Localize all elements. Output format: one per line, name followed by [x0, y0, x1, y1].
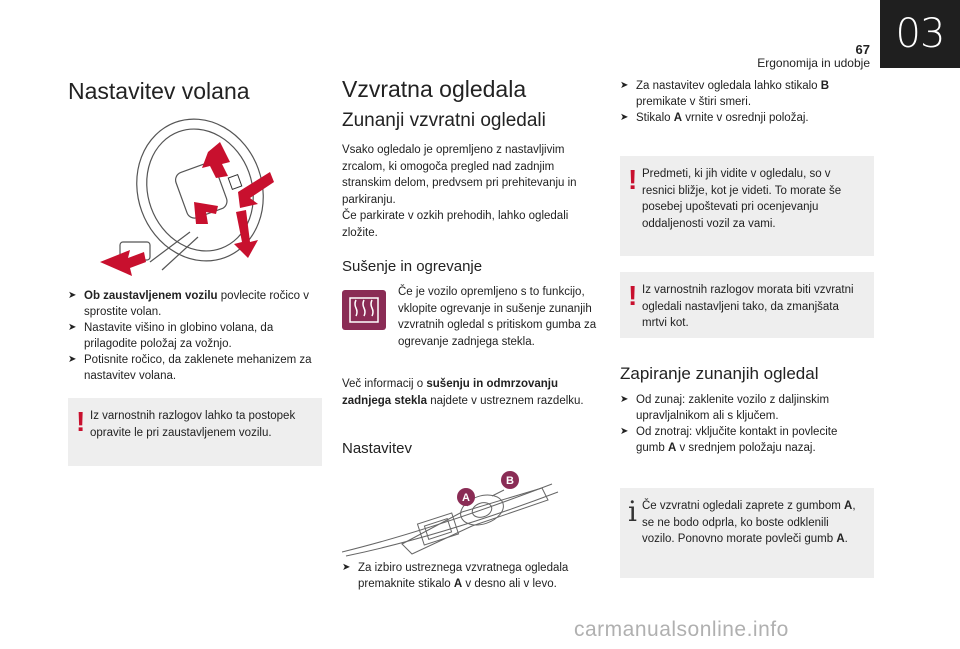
list-item: ➤ Za izbiro ustreznega vzvratnega ogledala premaknite stikalo A v desno ali v levo.	[342, 562, 569, 590]
list-item: ➤ Stikalo A vrnite v osrednji položaj.	[620, 112, 809, 124]
mirror-switch-illustration	[342, 470, 562, 558]
fold-title: Zapiranje zunanjih ogledal	[620, 364, 819, 383]
warning-note-blind-spot: ! Iz varnostnih razlogov morata biti vzvratni ogledali nastavljeni tako, da zmanjšata mrtvi kot.	[620, 272, 874, 338]
list-item: ➤ Od znotraj: vključite kontakt in povlecite gumb A v srednjem položaju nazaj.	[620, 426, 838, 454]
adjust-steps	[342, 560, 598, 592]
steering-wheel-illustration	[90, 112, 330, 282]
adjust-title: Nastavitev	[342, 440, 413, 457]
list-item: ➤ Od zunaj: zaklenite vozilo z daljinskim upravljalnikom ali s ključem.	[620, 394, 830, 422]
list-item: ➤ Nastavite višino in globino volana, da prilagodite položaj za vožnjo.	[68, 322, 274, 350]
list-item: ➤ Potisnite ročico, da zaklenete mehanizem za nastavitev volana.	[68, 354, 312, 382]
warning-note: ! Iz varnostnih razlogov lahko ta postopek opravite le pri zaustavljenem vozilu.	[68, 398, 322, 466]
warning-icon: !	[628, 280, 638, 311]
warning-icon: !	[628, 164, 638, 195]
fold-steps	[620, 392, 860, 456]
steering-title: Nastavitev volana	[68, 78, 250, 104]
defrost-text: Če je vozilo opremljeno s to funkcijo, vklopite ogrevanje in sušenje zunanjih vzvratnih ogledal s pritiskom gumba za ogrevanje zadnjega stekla.	[398, 286, 597, 348]
rear-defrost-icon	[342, 290, 386, 330]
defrost-more-info: Več informacij o sušenju in odmrzovanju zadnjega stekla najdete v ustreznem razdelku.	[342, 378, 584, 407]
steering-steps	[68, 288, 318, 384]
list-item: ➤ Ob zaustavljenem vozilu povlecite ročico v sprostite volan.	[68, 290, 309, 318]
info-icon: i	[628, 495, 637, 528]
exterior-mirrors-subtitle: Zunanji vzvratni ogledali	[342, 110, 546, 131]
warning-icon: !	[76, 406, 86, 437]
mirrors-intro: Vsako ogledalo je opremljeno z nastavljivim zrcalom, ki omogoča pregled nad zadnjim stranskim delom, predvsem pri prehitevanju in parkiranju. Če parkirate v ozkih prehodih, lahko ogledali zložite.	[342, 144, 577, 239]
mirror-adjust-steps	[620, 78, 860, 126]
defrost-title: Sušenje in ogrevanje	[342, 258, 483, 275]
info-note: i Če vzvratni ogledali zaprete z gumbom A, se ne bodo odprla, ko boste odklenili vozilo. Ponovno morate povleči gumb A.	[620, 488, 874, 578]
watermark: carmanualsonline.info	[574, 618, 789, 641]
section-title: Ergonomija in udobje	[757, 56, 870, 70]
list-item: ➤ Za nastavitev ogledala lahko stikalo B premikate v štiri smeri.	[620, 80, 830, 108]
switch-a-label: A	[462, 492, 470, 504]
page-number: 67	[855, 42, 870, 57]
warning-note-distance: ! Predmeti, ki jih vidite v ogledalu, so v resnici bližje, kot je videti. To morate še posebej upoštevati pri ocenjevanju oddaljenosti vozil za vami.	[620, 156, 874, 256]
chapter-number: 03	[880, 0, 960, 68]
switch-b-label: B	[506, 475, 514, 487]
mirrors-title: Vzvratna ogledala	[342, 76, 527, 102]
